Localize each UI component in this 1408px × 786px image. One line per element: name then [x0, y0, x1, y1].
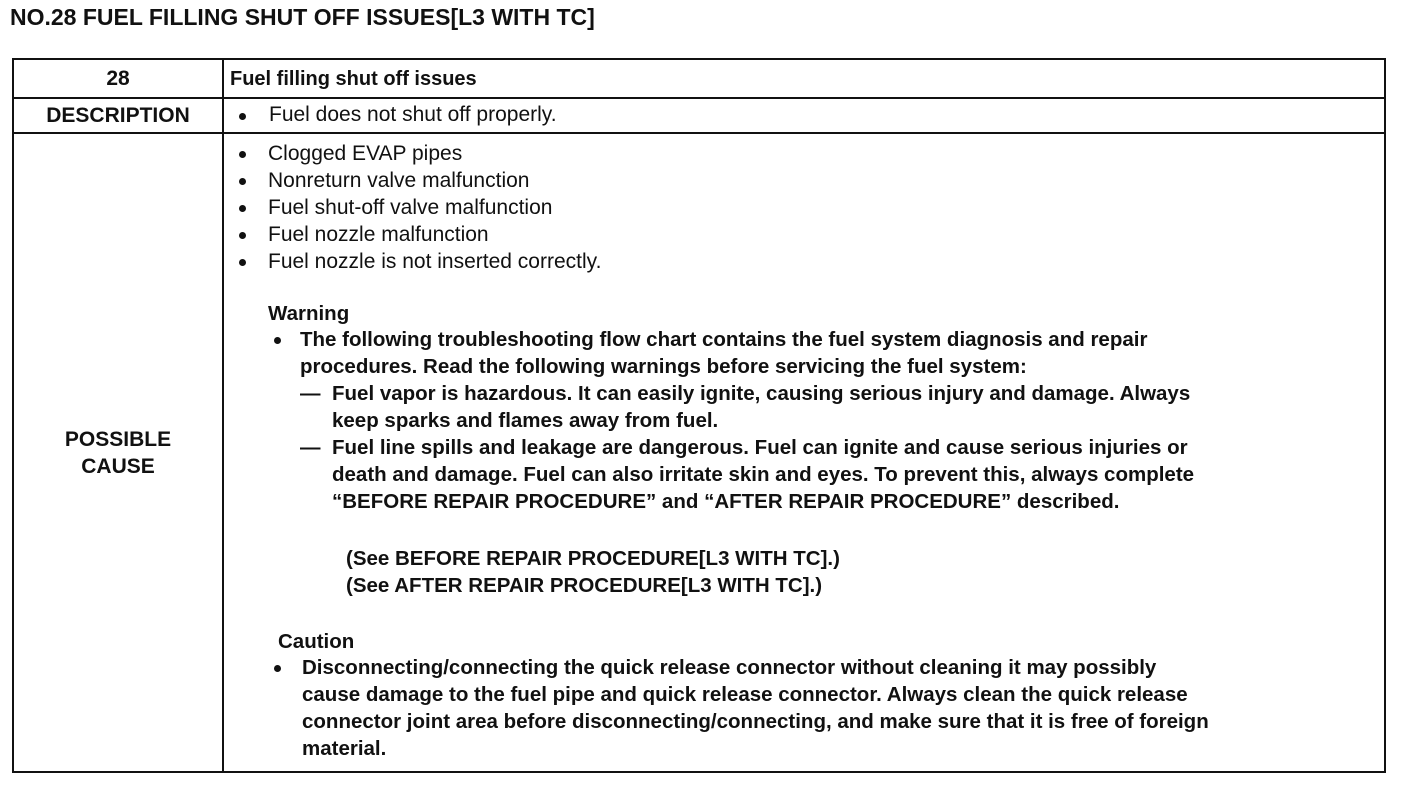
id-title-cell — [224, 60, 1384, 97]
page-title: NO.28 FUEL FILLING SHUT OFF ISSUES[L3 WITH TC] — [10, 4, 595, 30]
id-label: 28 — [106, 67, 130, 90]
dash-line: “BEFORE REPAIR PROCEDURE” and “AFTER REPAIR PROCEDURE” described. — [332, 490, 1120, 513]
cause-content-cell — [224, 134, 1384, 771]
caution-heading: Caution — [278, 630, 355, 653]
cause-label-cell — [14, 134, 224, 771]
link-after-repair-procedure[interactable]: (See AFTER REPAIR PROCEDURE[L3 WITH TC].) — [346, 574, 823, 597]
table-row-possible-cause — [14, 134, 1384, 771]
caution-line: connector joint area before disconnecting/connecting, and make sure that it is free of foreign — [302, 710, 1209, 733]
bullet-dot-icon — [239, 232, 246, 239]
cause-item-text: Fuel shut-off valve malfunction — [268, 196, 553, 219]
description-label-cell — [14, 99, 224, 132]
list-item — [236, 248, 601, 275]
list-item — [236, 167, 601, 194]
cause-item-text: Fuel nozzle is not inserted correctly. — [268, 250, 602, 273]
bullet-dot-icon — [239, 113, 246, 120]
cause-label-line2: CAUSE — [81, 454, 155, 478]
warning-heading: Warning — [268, 302, 350, 325]
dash-mark: — — [300, 382, 321, 405]
cause-list — [236, 140, 601, 275]
cause-item-text: Nonreturn valve malfunction — [268, 169, 530, 192]
dash-mark: — — [300, 436, 321, 459]
id-label-cell — [14, 60, 224, 97]
cause-item-text: Clogged EVAP pipes — [268, 142, 463, 165]
caution-line: Disconnecting/connecting the quick release connector without cleaning it may possibly — [302, 656, 1157, 679]
description-item: Fuel does not shut off properly. — [269, 103, 557, 126]
bullet-dot-icon — [274, 665, 281, 672]
warning-line: The following troubleshooting flow chart contains the fuel system diagnosis and repair — [300, 328, 1148, 351]
list-item — [236, 140, 601, 167]
cause-label-line1: POSSIBLE — [64, 427, 172, 451]
table-row-id — [14, 60, 1384, 99]
bullet-dot-icon — [239, 151, 246, 158]
bullet-dot-icon — [274, 337, 281, 344]
bullet-dot-icon — [239, 259, 246, 266]
list-item — [236, 221, 601, 248]
dash-line: Fuel line spills and leakage are dangerous. Fuel can ignite and cause serious injuries or — [332, 436, 1188, 459]
list-item — [236, 194, 601, 221]
dash-line: Fuel vapor is hazardous. It can easily ignite, causing serious injury and damage. Always — [332, 382, 1191, 405]
warning-line: procedures. Read the following warnings before servicing the fuel system: — [300, 355, 1027, 378]
link-before-repair-procedure[interactable]: (See BEFORE REPAIR PROCEDURE[L3 WITH TC].) — [346, 547, 840, 570]
cause-item-text: Fuel nozzle malfunction — [268, 223, 489, 246]
description-cell — [224, 99, 1384, 132]
caution-line: material. — [302, 737, 387, 760]
dash-line: death and damage. Fuel can also irritate skin and eyes. To prevent this, always complete — [332, 463, 1195, 486]
see-links — [346, 545, 840, 599]
id-title: Fuel filling shut off issues — [230, 68, 477, 90]
bullet-dot-icon — [239, 178, 246, 185]
table-row-description — [14, 99, 1384, 134]
description-label: DESCRIPTION — [46, 104, 190, 127]
caution-line: cause damage to the fuel pipe and quick release connector. Always clean the quick release — [302, 683, 1188, 706]
bullet-dot-icon — [239, 205, 246, 212]
troubleshooting-table — [12, 58, 1386, 773]
dash-line: keep sparks and flames away from fuel. — [332, 409, 719, 432]
